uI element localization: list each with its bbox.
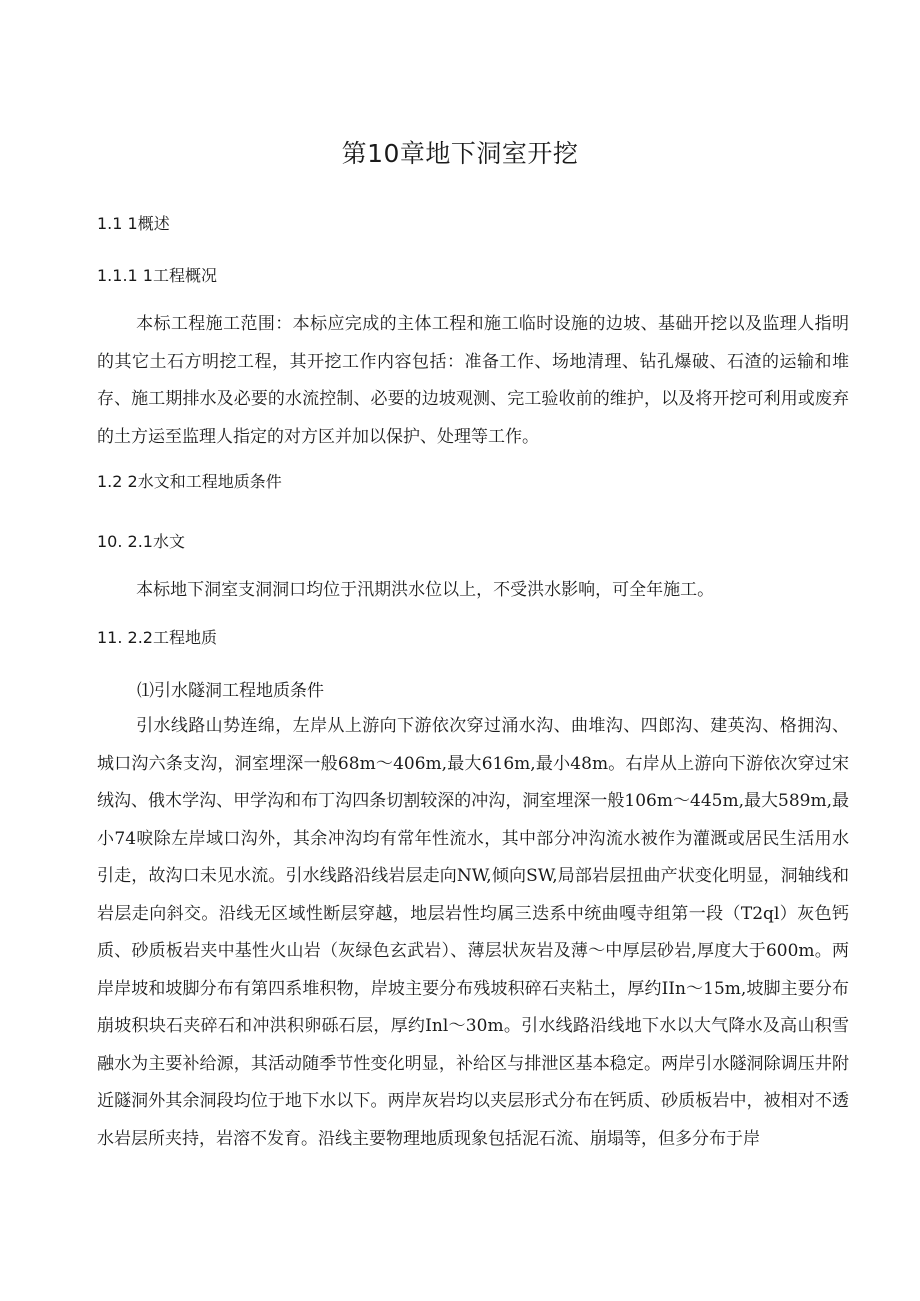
paragraph-scope: 本标工程施工范围：本标应完成的主体工程和施工临时设施的边坡、基础开挖以及监理人指明的其它土石方明挖工程，其开挖工作内容包括：准备工作、场地清理、钻孔爆破、石渣的运输和堆存、施工期排水及必要的水流控制、必要的边坡观测、完工验收前的维护，以及将开挖可利用或废弃的土方运至监理人指定的对方区并加以保护、处理等工作。 <box>97 314 849 447</box>
section-heading-1-1: 1.1 1概述 <box>97 214 170 233</box>
section-heading-1-1-1: 1.1.1 1工程概况 <box>97 266 217 285</box>
paragraph-geology: 引水线路山势连绵，左岸从上游向下游依次穿过涌水沟、曲堆沟、四郎沟、建英沟、格拥沟、城口沟六条支沟，洞室埋深一般68m～406m,最大616m,最小48m。右岸从上游向下游依次穿过宋绒沟、俄木学沟、甲学沟和布丁沟四条切割较深的冲沟，洞室埋深一般106m～445m,最大589m,最小74唳除左岸域口沟外，其余冲沟均有常年性流水，其中部分冲沟流水被作为灌溉或居民生活用水引走，故沟口未见水流。引水线路沿线岩层走向NW,倾向SW,局部岩层扭曲产状变化明显，洞轴线和岩层走向斜交。沿线无区域性断层穿越，地层岩性均属三迭系中统曲嘎寺组第一段（T2ql）灰色钙质、砂质板岩夹中基性火山岩（灰绿色玄武岩）、薄层状灰岩及薄～中厚层砂岩,厚度大于600m。两岸岸坡和坡脚分布有第四系堆积物，岸坡主要分布残坡积碎石夹粘土，厚约IIn～15m,坡脚主要分布崩坡积块石夹碎石和冲洪积卵砾石层，厚约Inl～30m。引水线路沿线地下水以大气降水及高山积雪融水为主要补给源，其活动随季节性变化明显，补给区与排泄区基本稳定。两岸引水隧洞除调压井附近隧洞外其余洞段均位于地下水以下。两岸灰岩均以夹层形式分布在钙质、砂质板岩中，被相对不透水岩层所夹持，岩溶不发育。沿线主要物理地质现象包括泥石流、崩塌等，但多分布于岸 <box>97 716 849 1149</box>
paragraph-hydrology: 本标地下洞室支洞洞口均位于汛期洪水位以上，不受洪水影响，可全年施工。 <box>136 580 715 600</box>
page-title: 第10章地下洞室开挖 <box>341 139 579 168</box>
section-heading-geology: 11. 2.2工程地质 <box>97 628 217 647</box>
section-heading-hydrology: 10. 2.1水文 <box>97 532 185 551</box>
subheading-diversion-tunnel: ⑴引水隧洞工程地质条件 <box>137 681 324 701</box>
section-heading-1-2: 1.2 2水文和工程地质条件 <box>97 472 282 491</box>
